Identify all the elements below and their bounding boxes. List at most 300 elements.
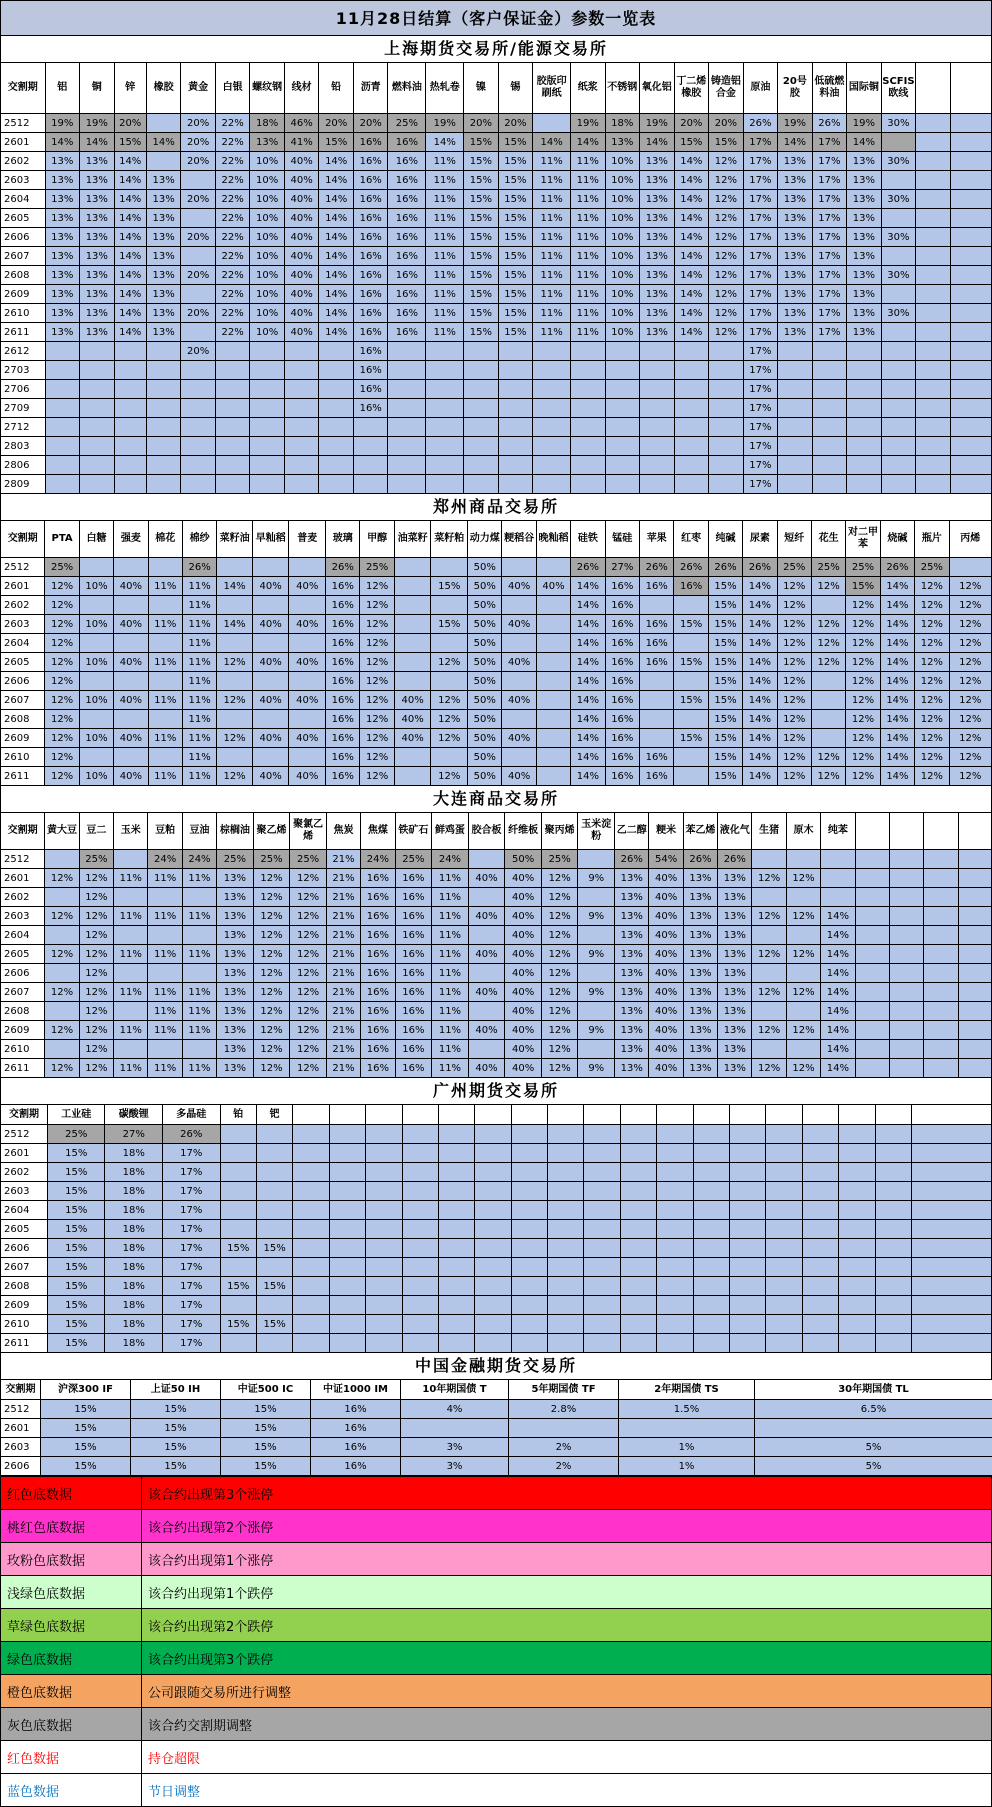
margin-cell: 13%: [640, 209, 675, 228]
margin-cell: 16%: [605, 729, 639, 748]
margin-cell: 9%: [578, 983, 615, 1002]
sheet-title: 11月28日结算（客户保证金）参数一览表: [0, 0, 992, 36]
column-header: 强麦: [114, 521, 148, 558]
margin-cell: 14%: [880, 596, 914, 615]
margin-cell: 13%: [615, 888, 649, 907]
margin-cell: [847, 380, 882, 399]
margin-cell: [548, 1239, 584, 1258]
margin-cell: [511, 1239, 547, 1258]
margin-cell: [252, 672, 289, 691]
margin-cell: 14%: [821, 1021, 855, 1040]
margin-cell: [584, 1258, 620, 1277]
margin-cell: 12%: [541, 869, 578, 888]
margin-cell: 40%: [284, 285, 319, 304]
margin-cell: [438, 1144, 474, 1163]
margin-cell: 24%: [182, 850, 216, 869]
margin-cell: 12%: [949, 767, 991, 786]
table-row: [1, 1296, 992, 1315]
margin-cell: [958, 850, 991, 869]
margin-cell: 17%: [812, 171, 847, 190]
table-row: [1, 577, 992, 596]
column-header: 中证500 IC: [221, 1380, 311, 1400]
margin-cell: [548, 1182, 584, 1201]
margin-cell: 12%: [45, 869, 79, 888]
margin-cell: [584, 1334, 620, 1353]
margin-cell: 40%: [468, 1021, 505, 1040]
column-header: [958, 813, 991, 850]
margin-cell: 20%: [464, 114, 499, 133]
margin-cell: 13%: [217, 945, 254, 964]
margin-cell: [284, 437, 319, 456]
margin-cell: [426, 361, 464, 380]
margin-cell: [438, 1220, 474, 1239]
margin-cell: 12%: [360, 729, 394, 748]
margin-cell: 17%: [743, 171, 778, 190]
margin-cell: 26%: [718, 850, 752, 869]
margin-cell: [533, 437, 571, 456]
margin-cell: [605, 475, 640, 494]
margin-cell: 15%: [498, 266, 533, 285]
margin-cell: 30%: [881, 228, 916, 247]
margin-cell: [821, 888, 855, 907]
margin-cell: 16%: [353, 209, 388, 228]
margin-cell: 12%: [752, 983, 786, 1002]
margin-cell: 12%: [290, 1040, 327, 1059]
column-header: [620, 1105, 656, 1125]
margin-cell: [620, 1258, 656, 1277]
margin-cell: [584, 1163, 620, 1182]
margin-cell: 13%: [217, 983, 254, 1002]
margin-cell: 16%: [361, 1002, 395, 1021]
margin-cell: 12%: [709, 285, 744, 304]
margin-cell: 2%: [509, 1457, 619, 1476]
margin-cell: 12%: [846, 691, 880, 710]
margin-cell: 21%: [326, 907, 360, 926]
margin-cell: 12%: [949, 672, 991, 691]
legend-row: [1, 1642, 992, 1675]
delivery-period-cell: 2609: [1, 1296, 48, 1315]
margin-cell: 15%: [464, 152, 499, 171]
margin-cell: [293, 1277, 329, 1296]
margin-cell: [657, 1182, 693, 1201]
column-header: 焦炭: [326, 813, 360, 850]
margin-cell: 13%: [146, 247, 181, 266]
margin-cell: 16%: [388, 171, 426, 190]
margin-cell: [802, 1125, 838, 1144]
margin-cell: [114, 1002, 148, 1021]
margin-cell: 13%: [640, 152, 675, 171]
margin-cell: 40%: [284, 304, 319, 323]
margin-cell: [146, 456, 181, 475]
margin-cell: [220, 1220, 256, 1239]
margin-cell: 11%: [426, 304, 464, 323]
margin-cell: [366, 1315, 402, 1334]
margin-cell: [366, 1258, 402, 1277]
margin-cell: [426, 399, 464, 418]
margin-cell: [146, 418, 181, 437]
margin-cell: 40%: [394, 710, 431, 729]
margin-cell: 40%: [284, 190, 319, 209]
margin-cell: 50%: [468, 729, 502, 748]
margin-cell: 12%: [431, 710, 468, 729]
margin-cell: 14%: [571, 634, 605, 653]
margin-cell: 14%: [571, 615, 605, 634]
margin-cell: [293, 1334, 329, 1353]
margin-cell: 14%: [821, 1040, 855, 1059]
margin-cell: [620, 1125, 656, 1144]
column-header: 聚乙烯: [253, 813, 290, 850]
margin-cell: 11%: [114, 1059, 148, 1078]
margin-cell: 1%: [619, 1457, 755, 1476]
margin-cell: [284, 380, 319, 399]
margin-cell: [533, 342, 571, 361]
margin-cell: [45, 380, 80, 399]
margin-cell: 26%: [743, 558, 777, 577]
margin-cell: [657, 1315, 693, 1334]
margin-cell: [79, 558, 113, 577]
margin-cell: [250, 418, 285, 437]
margin-cell: 13%: [45, 190, 80, 209]
margin-cell: [548, 1277, 584, 1296]
margin-cell: 13%: [45, 285, 80, 304]
margin-cell: [114, 634, 148, 653]
margin-cell: [114, 380, 146, 399]
margin-cell: [620, 1144, 656, 1163]
margin-cell: [950, 266, 991, 285]
margin-cell: 15%: [498, 304, 533, 323]
margin-cell: 12%: [777, 748, 811, 767]
margin-cell: 12%: [253, 1059, 290, 1078]
table-row: [1, 171, 992, 190]
margin-cell: [45, 926, 79, 945]
margin-cell: [584, 1296, 620, 1315]
margin-cell: 17%: [743, 418, 778, 437]
delivery-period-cell: 2606: [1, 1457, 41, 1476]
margin-cell: [533, 114, 571, 133]
margin-cell: 24%: [432, 850, 469, 869]
margin-cell: 24%: [361, 850, 395, 869]
margin-cell: [620, 1220, 656, 1239]
column-header: 黄大豆: [45, 813, 79, 850]
margin-cell: 17%: [812, 323, 847, 342]
margin-cell: [786, 850, 820, 869]
margin-cell: 50%: [468, 653, 502, 672]
margin-cell: 54%: [649, 850, 683, 869]
margin-cell: [709, 418, 744, 437]
margin-cell: 10%: [250, 247, 285, 266]
margin-cell: 14%: [778, 133, 813, 152]
margin-cell: 17%: [743, 304, 778, 323]
margin-cell: 13%: [847, 266, 882, 285]
margin-cell: 12%: [811, 634, 845, 653]
margin-cell: 14%: [880, 710, 914, 729]
table-row: [1, 1059, 992, 1078]
margin-cell: 16%: [605, 577, 639, 596]
margin-cell: 12%: [541, 1021, 578, 1040]
delivery-period-cell: 2601: [1, 1419, 41, 1438]
column-header: [584, 1105, 620, 1125]
margin-cell: 16%: [395, 1040, 432, 1059]
margin-cell: [709, 456, 744, 475]
margin-cell: 14%: [114, 323, 146, 342]
margin-cell: [146, 475, 181, 494]
margin-cell: [353, 437, 388, 456]
margin-cell: 11%: [182, 691, 216, 710]
margin-cell: 11%: [432, 945, 469, 964]
margin-cell: 12%: [915, 729, 949, 748]
margin-cell: 15%: [498, 152, 533, 171]
margin-cell: 12%: [45, 691, 79, 710]
margin-cell: 15%: [498, 247, 533, 266]
shfe-table: [0, 62, 992, 494]
margin-cell: [252, 710, 289, 729]
margin-cell: 14%: [821, 926, 855, 945]
margin-cell: 10%: [79, 691, 113, 710]
margin-cell: [578, 1040, 615, 1059]
legend-key: 桃红色底数据: [1, 1510, 142, 1543]
margin-cell: 40%: [284, 171, 319, 190]
margin-cell: 22%: [215, 323, 250, 342]
margin-cell: [620, 1296, 656, 1315]
margin-cell: 16%: [326, 672, 360, 691]
column-header: 螺纹钢: [250, 63, 285, 114]
margin-cell: [693, 1201, 729, 1220]
margin-cell: [916, 133, 951, 152]
margin-cell: [875, 1201, 911, 1220]
table-row: [1, 1040, 992, 1059]
margin-cell: 13%: [146, 266, 181, 285]
margin-cell: [950, 361, 991, 380]
margin-cell: 14%: [674, 171, 709, 190]
margin-cell: [468, 888, 505, 907]
margin-cell: [950, 304, 991, 323]
margin-cell: 50%: [468, 691, 502, 710]
margin-cell: 9%: [578, 1059, 615, 1078]
margin-cell: [256, 1258, 292, 1277]
margin-cell: [217, 710, 253, 729]
margin-cell: 12%: [360, 710, 394, 729]
margin-cell: 40%: [252, 615, 289, 634]
column-header: 豆油: [182, 813, 216, 850]
margin-cell: [881, 437, 916, 456]
margin-cell: [730, 1182, 766, 1201]
column-header: 油菜籽: [394, 521, 431, 558]
margin-cell: 13%: [640, 171, 675, 190]
column-header: 聚氯乙烯: [290, 813, 327, 850]
margin-cell: 13%: [718, 869, 752, 888]
margin-cell: [426, 475, 464, 494]
margin-cell: [881, 456, 916, 475]
margin-cell: 2.8%: [509, 1400, 619, 1419]
legend-description: 该合约出现第3个涨停: [142, 1477, 992, 1510]
margin-cell: 12%: [752, 1021, 786, 1040]
margin-cell: 12%: [541, 1040, 578, 1059]
margin-cell: [875, 1277, 911, 1296]
margin-cell: 17%: [163, 1144, 221, 1163]
margin-cell: [916, 114, 951, 133]
margin-cell: [674, 475, 709, 494]
margin-cell: [657, 1334, 693, 1353]
margin-cell: [766, 1220, 802, 1239]
margin-cell: [319, 342, 354, 361]
margin-cell: 12%: [45, 710, 79, 729]
margin-cell: [402, 1277, 438, 1296]
margin-cell: 12%: [709, 228, 744, 247]
table-row: [1, 1334, 992, 1353]
margin-cell: [45, 850, 79, 869]
margin-cell: 14%: [743, 653, 777, 672]
column-header: 热轧卷: [426, 63, 464, 114]
margin-cell: [511, 1182, 547, 1201]
column-header: 苯乙烯: [683, 813, 717, 850]
margin-cell: [388, 418, 426, 437]
column-header: 粳米: [649, 813, 683, 850]
margin-cell: [889, 869, 923, 888]
margin-cell: 14%: [743, 710, 777, 729]
margin-cell: [847, 418, 882, 437]
margin-cell: [329, 1220, 365, 1239]
margin-cell: 13%: [847, 209, 882, 228]
margin-cell: 14%: [674, 228, 709, 247]
margin-cell: [839, 1334, 875, 1353]
column-header: 玻璃: [326, 521, 360, 558]
column-header: 晚籼稻: [536, 521, 570, 558]
margin-cell: 50%: [468, 767, 502, 786]
margin-cell: 17%: [163, 1258, 221, 1277]
delivery-period-cell: 2603: [1, 907, 45, 926]
margin-cell: 11%: [148, 869, 182, 888]
margin-cell: [293, 1239, 329, 1258]
margin-cell: [464, 418, 499, 437]
margin-cell: [148, 596, 182, 615]
margin-cell: [329, 1144, 365, 1163]
margin-cell: 12%: [217, 767, 253, 786]
margin-cell: [916, 228, 951, 247]
margin-cell: 13%: [615, 926, 649, 945]
margin-cell: [45, 888, 79, 907]
margin-cell: 14%: [319, 209, 354, 228]
margin-cell: 18%: [105, 1220, 163, 1239]
margin-cell: 16%: [353, 152, 388, 171]
margin-cell: [881, 475, 916, 494]
margin-cell: [640, 691, 674, 710]
margin-cell: [950, 418, 991, 437]
margin-cell: 25%: [47, 1125, 105, 1144]
margin-cell: [426, 456, 464, 475]
margin-cell: 16%: [605, 710, 639, 729]
margin-cell: 13%: [45, 247, 80, 266]
delivery-period-cell: 2610: [1, 1040, 45, 1059]
margin-cell: [911, 1144, 991, 1163]
margin-cell: 16%: [353, 342, 388, 361]
column-header: 胶版印刷纸: [533, 63, 571, 114]
column-header: 多晶硅: [163, 1105, 221, 1125]
margin-cell: 13%: [683, 1040, 717, 1059]
margin-cell: [402, 1239, 438, 1258]
margin-cell: 14%: [880, 672, 914, 691]
margin-cell: 15%: [47, 1239, 105, 1258]
margin-cell: [916, 342, 951, 361]
margin-cell: 16%: [640, 615, 674, 634]
margin-cell: [548, 1220, 584, 1239]
margin-cell: [730, 1201, 766, 1220]
margin-cell: [502, 710, 536, 729]
margin-cell: 10%: [250, 285, 285, 304]
margin-cell: 12%: [79, 1059, 113, 1078]
margin-cell: [114, 888, 148, 907]
margin-cell: 12%: [915, 710, 949, 729]
margin-cell: 14%: [743, 615, 777, 634]
delivery-period-cell: 2512: [1, 850, 45, 869]
margin-cell: 12%: [949, 710, 991, 729]
column-header: 硅铁: [571, 521, 605, 558]
margin-cell: [924, 926, 958, 945]
margin-cell: 12%: [786, 907, 820, 926]
margin-cell: 14%: [674, 304, 709, 323]
table-row: [1, 266, 992, 285]
margin-cell: 12%: [45, 653, 79, 672]
column-header: 铸造铝合金: [709, 63, 744, 114]
margin-cell: 16%: [353, 247, 388, 266]
margin-cell: 16%: [605, 653, 639, 672]
margin-cell: 12%: [786, 983, 820, 1002]
margin-cell: [426, 342, 464, 361]
margin-cell: [584, 1144, 620, 1163]
column-header: SCFIS欧线: [881, 63, 916, 114]
margin-cell: 40%: [252, 729, 289, 748]
margin-cell: 12%: [360, 767, 394, 786]
margin-cell: [950, 190, 991, 209]
margin-cell: [511, 1144, 547, 1163]
margin-cell: [916, 456, 951, 475]
margin-cell: 13%: [640, 285, 675, 304]
margin-cell: [916, 285, 951, 304]
margin-cell: 15%: [221, 1419, 311, 1438]
margin-cell: 27%: [105, 1125, 163, 1144]
margin-cell: [366, 1144, 402, 1163]
margin-cell: 14%: [319, 323, 354, 342]
margin-cell: [181, 323, 216, 342]
margin-cell: 40%: [468, 945, 505, 964]
column-header: 交割期: [1, 1105, 48, 1125]
margin-cell: 13%: [640, 323, 675, 342]
margin-cell: 16%: [353, 285, 388, 304]
margin-cell: 15%: [464, 133, 499, 152]
margin-cell: 14%: [880, 615, 914, 634]
margin-cell: [366, 1334, 402, 1353]
margin-cell: 12%: [79, 964, 113, 983]
margin-cell: [468, 926, 505, 945]
delivery-period-cell: 2806: [1, 456, 46, 475]
margin-cell: 16%: [311, 1400, 401, 1419]
margin-cell: 10%: [605, 152, 640, 171]
margin-cell: [536, 634, 570, 653]
margin-cell: [536, 729, 570, 748]
margin-cell: 12%: [777, 653, 811, 672]
margin-cell: 20%: [181, 228, 216, 247]
delivery-period-cell: 2605: [1, 653, 45, 672]
margin-cell: 13%: [683, 1021, 717, 1040]
margin-cell: [950, 380, 991, 399]
margin-cell: [250, 380, 285, 399]
margin-cell: [812, 342, 847, 361]
margin-cell: 17%: [812, 247, 847, 266]
margin-cell: 16%: [640, 653, 674, 672]
column-header: [839, 1105, 875, 1125]
margin-cell: [839, 1144, 875, 1163]
margin-cell: [889, 850, 923, 869]
margin-cell: 25%: [290, 850, 327, 869]
